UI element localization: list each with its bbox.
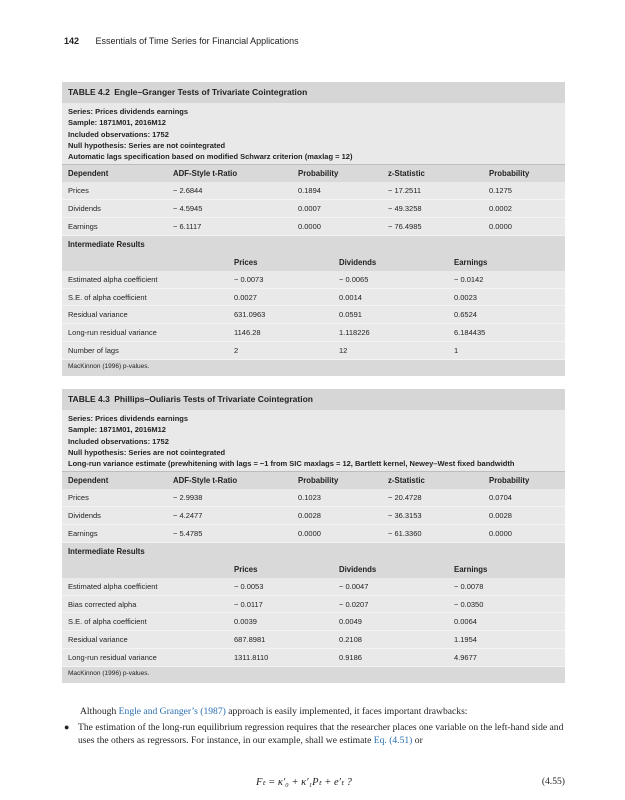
- intermediate-cell: 631.0963: [234, 310, 266, 320]
- intermediate-cell: 0.0064: [454, 617, 477, 627]
- table-cell: − 2.9938: [173, 493, 203, 503]
- column-header: z-Statistic: [388, 476, 425, 486]
- table-cell: − 4.5945: [173, 204, 203, 214]
- intermediate-row: [62, 342, 565, 360]
- column-header: Probability: [489, 476, 530, 486]
- intermediate-header: Dividends: [339, 257, 377, 267]
- table-cell: − 36.3153: [388, 511, 422, 521]
- intermediate-cell: 687.8981: [234, 635, 266, 645]
- intermediate-cell: 0.0014: [339, 292, 362, 302]
- table-notes: [62, 103, 565, 164]
- table-cell: Earnings: [68, 221, 98, 231]
- intermediate-cell: 0.6524: [454, 310, 477, 320]
- intermediate-header: Dividends: [339, 564, 377, 574]
- note-line: Automatic lags specification based on modified Schwarz criterion (maxlag = 12): [68, 152, 353, 162]
- bullet-text: or: [412, 735, 423, 746]
- intermediate-row: [62, 289, 565, 307]
- table-cell: Prices: [68, 493, 89, 503]
- table-cell: − 76.4985: [388, 221, 422, 231]
- table-cell: − 49.3258: [388, 204, 422, 214]
- table-cell: − 2.6844: [173, 186, 203, 196]
- intermediate-row: [62, 578, 565, 596]
- table-cell: Dividends: [68, 511, 101, 521]
- table-cell: 0.1275: [489, 186, 512, 196]
- intermediate-cell: Long-run residual variance: [68, 652, 157, 662]
- intermediate-cell: Number of lags: [68, 345, 119, 355]
- running-header: [64, 36, 299, 46]
- column-header: Probability: [298, 476, 339, 486]
- intermediate-results-title: Intermediate Results: [62, 543, 565, 561]
- column-header: Probability: [298, 169, 339, 179]
- table-row: [62, 200, 565, 218]
- note-line: Sample: 1871M01, 2016M12: [68, 425, 166, 435]
- intermediate-cell: 2: [234, 345, 239, 355]
- page-number: 142: [64, 36, 80, 46]
- table-title: Phillips–Ouliaris Tests of Trivariate Cointegration: [114, 394, 313, 404]
- running-title: Essentials of Time Series for Financial Applications: [95, 36, 299, 46]
- table-footnote: MacKinnon (1996) p-values.: [62, 667, 565, 683]
- intermediate-cell: Long-run residual variance: [68, 328, 157, 338]
- intermediate-cell: Residual variance: [68, 635, 128, 645]
- intermediate-row: [62, 631, 565, 649]
- intermediate-cell: − 0.0207: [339, 599, 369, 609]
- table-notes: [62, 410, 565, 471]
- intermediate-cell: S.E. of alpha coefficient: [68, 617, 147, 627]
- intermediate-cell: Estimated alpha coefficient: [68, 274, 158, 284]
- intermediate-cell: 0.0027: [234, 292, 257, 302]
- intermediate-header-row: [62, 561, 565, 578]
- intermediate-cell: Residual variance: [68, 310, 128, 320]
- table-cell: 0.0002: [489, 204, 512, 214]
- column-header: z-Statistic: [388, 169, 425, 179]
- intermediate-row: [62, 596, 565, 614]
- table-cell: 0.0000: [298, 528, 321, 538]
- note-line: Sample: 1871M01, 2016M12: [68, 118, 166, 128]
- intermediate-cell: 0.2108: [339, 635, 362, 645]
- table-cell: 0.0000: [298, 221, 321, 231]
- note-line: Null hypothesis: Series are not cointegrated: [68, 140, 226, 150]
- table-row: [62, 182, 565, 200]
- intermediate-row: [62, 324, 565, 342]
- table-row: [62, 218, 565, 236]
- table-row: [62, 507, 565, 525]
- intermediate-header: Prices: [234, 564, 258, 574]
- bullet-dot-icon: ●: [64, 722, 70, 732]
- table-cell: − 20.4728: [388, 493, 422, 503]
- table-cell: − 17.2511: [388, 186, 422, 196]
- column-header: ADF-Style t-Ratio: [173, 476, 238, 486]
- intermediate-cell: 0.0039: [234, 617, 257, 627]
- table-cell: Dividends: [68, 204, 101, 214]
- intermediate-cell: − 0.0047: [339, 581, 369, 591]
- bullet-item: [78, 721, 566, 747]
- intermediate-cell: 6.184435: [454, 328, 486, 338]
- intermediate-cell: S.E. of alpha coefficient: [68, 292, 147, 302]
- intermediate-cell: − 0.0065: [339, 274, 369, 284]
- paragraph-drawbacks: [80, 705, 582, 718]
- table-cell: 0.0028: [298, 511, 321, 521]
- column-header: Probability: [489, 169, 530, 179]
- intermediate-cell: − 0.0078: [454, 581, 484, 591]
- table-cell: 0.0000: [489, 221, 512, 231]
- paragraph-text: Although: [80, 706, 119, 717]
- table-caption: [62, 82, 565, 103]
- table-cell: − 61.3360: [388, 528, 422, 538]
- column-header: ADF-Style t-Ratio: [173, 169, 238, 179]
- table-cell: 0.0028: [489, 511, 512, 521]
- intermediate-cell: 0.0591: [339, 310, 362, 320]
- table-row: [62, 525, 565, 543]
- column-header: Dependent: [68, 169, 109, 179]
- intermediate-row: [62, 271, 565, 289]
- table-cell: Earnings: [68, 528, 98, 538]
- table-number: TABLE 4.2: [68, 87, 110, 97]
- bullet-text: The estimation of the long-run equilibrium regression requires that the researcher places one variable on the left-hand side and uses the others as regressors. For instance, in our example, shall we estimate: [78, 722, 564, 746]
- table-row: [62, 489, 565, 507]
- table-cell: − 5.4785: [173, 528, 203, 538]
- intermediate-cell: Estimated alpha coefficient: [68, 581, 158, 591]
- intermediate-row: [62, 613, 565, 631]
- note-line: Null hypothesis: Series are not cointegrated: [68, 447, 226, 457]
- intermediate-cell: 0.9186: [339, 652, 362, 662]
- table-4-2: [62, 82, 565, 376]
- table-cell: − 6.1117: [173, 221, 202, 231]
- column-header-row: [62, 472, 565, 489]
- intermediate-results-title: Intermediate Results: [62, 236, 565, 254]
- table-cell: − 4.2477: [173, 511, 203, 521]
- equation-link[interactable]: Eq. (4.51): [373, 735, 413, 746]
- intermediate-cell: − 0.0073: [234, 274, 264, 284]
- intermediate-cell: 0.0049: [339, 617, 362, 627]
- table-4-3: [62, 389, 565, 683]
- table-footnote: MacKinnon (1996) p-values.: [62, 360, 565, 376]
- intermediate-cell: 12: [339, 345, 348, 355]
- note-line: Long-run variance estimate (prewhitening with lags = −1 from SIC maxlags = 12, Bartlett kernel, Newey–West fixed bandwidth: [68, 459, 515, 469]
- paragraph-text: approach is easily implemented, it faces important drawbacks:: [225, 706, 468, 717]
- intermediate-cell: 0.0023: [454, 292, 477, 302]
- intermediate-cell: 1146.28: [234, 328, 261, 338]
- intermediate-cell: − 0.0142: [454, 274, 484, 284]
- intermediate-cell: − 0.0350: [454, 599, 484, 609]
- intermediate-row: [62, 306, 565, 324]
- equation: Fₜ = κ′₀ + κ′₁Pₜ + e′ₜ ?: [256, 777, 352, 788]
- intermediate-header: Prices: [234, 257, 258, 267]
- intermediate-row: [62, 649, 565, 667]
- intermediate-header: Earnings: [454, 564, 488, 574]
- citation-link[interactable]: Engle and Granger’s (1987): [118, 706, 226, 717]
- intermediate-cell: 1.118226: [339, 328, 370, 338]
- intermediate-cell: − 0.0117: [234, 599, 263, 609]
- note-line: Included observations: 1752: [68, 129, 169, 139]
- table-cell: 0.0007: [298, 204, 321, 214]
- intermediate-cell: 4.9677: [454, 652, 477, 662]
- table-cell: 0.0704: [489, 493, 512, 503]
- intermediate-cell: 1: [454, 345, 459, 355]
- note-line: Series: Prices dividends earnings: [68, 107, 189, 116]
- table-cell: Prices: [68, 186, 89, 196]
- intermediate-cell: 1311.8110: [234, 652, 269, 662]
- table-cell: 0.1023: [298, 493, 321, 503]
- note-line: Included observations: 1752: [68, 436, 169, 446]
- table-caption: [62, 389, 565, 410]
- table-cell: 0.1894: [298, 186, 321, 196]
- column-header: Dependent: [68, 476, 109, 486]
- intermediate-cell: − 0.0053: [234, 581, 264, 591]
- table-title: Engle–Granger Tests of Trivariate Cointegration: [114, 87, 308, 97]
- note-line: Series: Prices dividends earnings: [68, 414, 189, 423]
- table-cell: 0.0000: [489, 528, 512, 538]
- equation-number: (4.55): [541, 776, 565, 787]
- intermediate-header-row: [62, 254, 565, 271]
- column-header-row: [62, 165, 565, 182]
- table-number: TABLE 4.3: [68, 394, 110, 404]
- intermediate-cell: 1.1954: [454, 635, 477, 645]
- intermediate-cell: Bias corrected alpha: [68, 599, 137, 609]
- intermediate-header: Earnings: [454, 257, 488, 267]
